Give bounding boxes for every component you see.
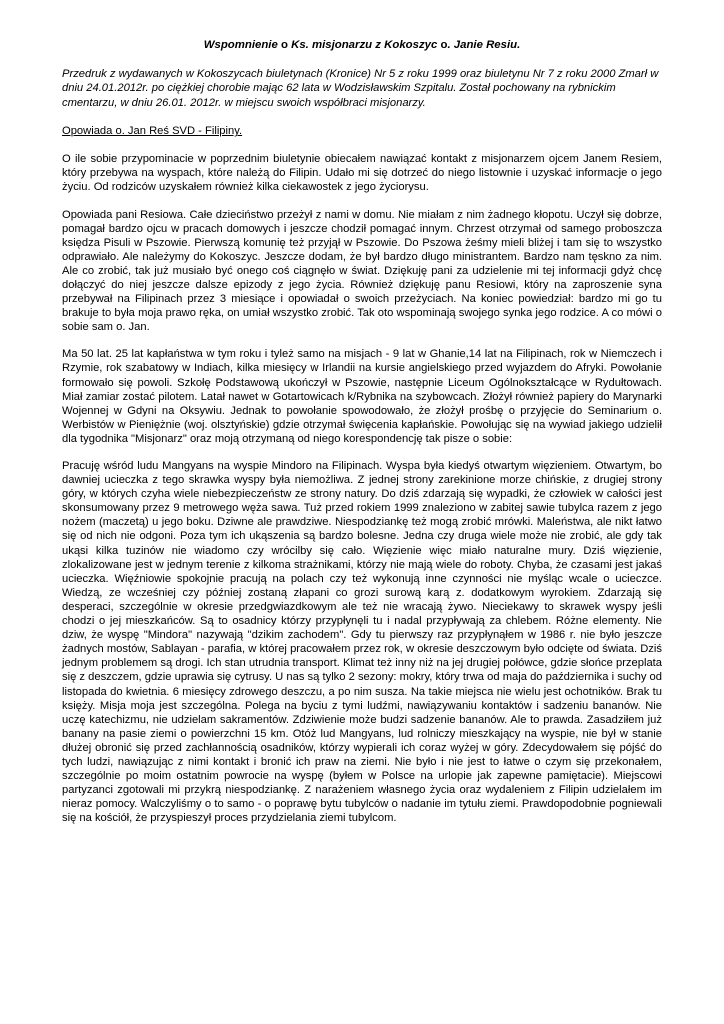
- body-paragraph-4: Pracuję wśród ludu Mangyans na wyspie Mindoro na Filipinach. Wyspa była kiedyś otwartym więzieniem. Otwartym, bo dawniej ucieczka z tego skrawka wyspy była niemożliwa. Z jednej strony zarekinione morze chińskie, z drugiej strony góry, w których czyha wiele niebezpieczeństw ze strony natury. Do dziś zdarzają się wypadki, że człowiek w całości jest skonsumowany przez 9 metrowego węża sawa. Tuż przed rokiem 1999 znaleziono w zabitej sawie tubylca razem z jego nożem (maczetą) u jego boku. Dziwne ale prawdziwe. Niespodziankę też mogą zrobić mrówki. Maleństwa, ale nikt łatwo się od nich nie odgoni. Poza tym ich ukąszenia są bardzo bolesne. Jedna czy druga wiele może nie zrobić, ale gdy tak ukąsi kilka tuzinów nie wiadomo czy wrócilby się cało. Więzienie więc miało naturalne mury. Dziś więzienie, zlokalizowane jest w jednym terenie z kilkoma strażnikami, którzy nie mają wiele do roboty. Chyba, że czasami jest jakaś ucieczka. Więźniowie spokojnie pracują na polach czy też wykonują inne czynności nie myśląc wcale o ucieczce. Wiedzą, ze wcześniej czy później zostaną złapani co grozi surową karą z. dodatkowym wyrokiem. Zdarzają się desperaci, szczególnie w okresie przedgwiazdkowym ale też nie wracają żywo. Nieciekawy to skrawek wyspy jeśli chodzi o jej mieszkańców. Są to osadnicy którzy przypłynęli tu i nadal przypływają za chlebem. Różne elementy. Nie dziw, że wyspę "Mindora" nazywają "dzikim zachodem". Gdy tu pierwszy raz przypłynąłem w 1986 r. nie było jeszcze żadnych mostów, Sablayan - parafia, w której pracowałem przez rok, w okresie deszczowym było odcięte od świata. Dziś jednym problemem są drogi. Ich stan utrudnia transport. Klimat też inny niż na jej drugiej połówce, gdzie słońce przeplata się z deszczem, gdzie uprawia się cytrusy. U nas są tylko 2 sezony: mokry, który trwa od maja do października i suchy od listopada do kwietnia. 6 miesięcy zdrowego deszczu, a po nim susza. Na takie miejsca nie wielu jest ochotników. Brak tu księży. Misja moja jest szczególna. Polega na byciu z tymi ludźmi, nawiązywaniu kontaktów i sadzeniu bananów. Nie uczę katechizmu, nie udzielam sakramentów. Zdziwienie może budzi sadzenie bananów. Ale to prawda. Zasadziłem już banany na pasie ziemi o powierzchni 15 km. Otóż lud Mangyans, lud rolniczy mieszkający na wyspie, nie był w stanie dłużej obronić się przed zachłannością osadników, którzy wypierali ich coraz wyżej w góry. Zdecydowałem się pójść do tych ludzi, nawiązując z nimi kontakt i bronić ich praw na ziemi. Nie było i nie jest to łatwe o czym się przekonałem, szczególnie po moim ostatnim powrocie na wyspę (byłem w Polsce na urlopie jak zapewne pamiętacie). Miejscowi partyzanci zgotowali mi przykrą niespodziankę. Z narażeniem własnego życia oraz wydaleniem z Filipin udzielałem im nieraz pomocy. Walczyliśmy o to samo - o poprawę bytu tubylców o nadanie im tytułu ziemi. Prawdopodobnie pogniewali się na kościół, że przyspieszył proces przydzielania ziemi tubylcom.: [62, 460, 662, 825]
- title-part-4: o: [440, 39, 448, 51]
- title-part-3: Ks. misjonarzu z Kokoszyc: [287, 39, 441, 51]
- title-part-2: o: [280, 39, 288, 51]
- body-paragraph-3: Ma 50 lat. 25 lat kapłaństwa w tym roku i tyleż samo na misjach - 9 lat w Ghanie,14 lat na Filipinach, rok w Niemczech i Rzymie, rok szabatowy w Indiach, kilka miesięcy w Irlandii na kursie angielskiego przed wyjazdem do Afryki. Powołanie formowało się powoli. Szkołę Podstawową ukończył w Pszowie, następnie Liceum Ogólnokształcące w Rydułtowach. Miał zamiar zostać pilotem. Latał nawet w Gotartowicach k/Rybnika na szybowcach. Złożył również papiery do Marynarki Wojennej w Gdyni na Oksywiu. Jednak to powołanie spowodowało, że złożył prośbę o przyjęcie do Seminarium o. Werbistów w Pieniężnie (woj. olsztyńskie) gdzie otrzymał święcenia kapłańskie. Powołując się na wywiad jakiego udzielił dla tygodnika "Misjonarz" oraz moją otrzymaną od niego korespondencję tak pisze o sobie:: [62, 348, 662, 445]
- title-part-1: Wspomnienie: [203, 39, 281, 51]
- body-paragraph-1: O ile sobie przypominacie w poprzednim biuletynie obiecałem nawiązać kontakt z misjonarzem ojcem Janem Resiem, który przebywa na wyspach, które należą do Filipin. Udało mi się dotrzeć do niego listownie i uzyskać informacje o jego życiu. Od rodziców uzyskałem również kilka ciekawostek z jego życiorysu.: [62, 153, 662, 194]
- title-part-5: . Janie Resiu.: [447, 39, 521, 51]
- intro-paragraph: Przedruk z wydawanych w Kokoszycach biuletynach (Kronice) Nr 5 z roku 1999 oraz biuletynu Nr 7 z roku 2000 Zmarł w dniu 24.01.2012r. po ciężkiej chorobie mając 62 lata w Wodzisławskim Szpitalu. Został pochowany na rybnickim cmentarzu, w dniu 26.01. 2012r. w miejscu swoich współbraci misjonarzy.: [62, 68, 659, 109]
- section-heading: Opowiada o. Jan Reś SVD - Filipiny.: [62, 125, 243, 138]
- document-title: [62, 38, 662, 52]
- body-paragraph-2: Opowiada pani Resiowa. Całe dzieciństwo przeżył z nami w domu. Nie miałam z nim żadnego kłopotu. Uczył się dobrze, pomagał bardzo ojcu w pracach domowych i jeszcze chodził pomagać innym. Chrzest otrzymał od samego proboszcza księdza Pisuli w Pszowie. Pierwszą komunię też przyjął w Pszowie. Do Pszowa żeśmy mieli bliżej i tam się to wszystko odprawiało. Ale należymy do Kokoszyc. Jeszcze dodam, że był bardzo długo ministrantem. Bardzo nam tęskno za nim. Ale co zrobić, tak już musiało być onego coś ciągnęło w świat. Dziękuję pani za udzielenie mi tej informacji gdyż chcę dołączyć do niej jeszcze dalsze epizody z jego życia. Również dziękuję panu Resiowi, który na zaproszenie syna przebywał na Filipinach przez 3 miesiące i opowiadał o swoich przeżyciach. Na koniec powiedział: bardzo mi go tu brakuje to była moja prawo ręka, on umiał wszystko zrobić. Tak oto wspominają swojego synka jego rodzice. A co mówi o sobie sam o. Jan.: [62, 208, 662, 334]
